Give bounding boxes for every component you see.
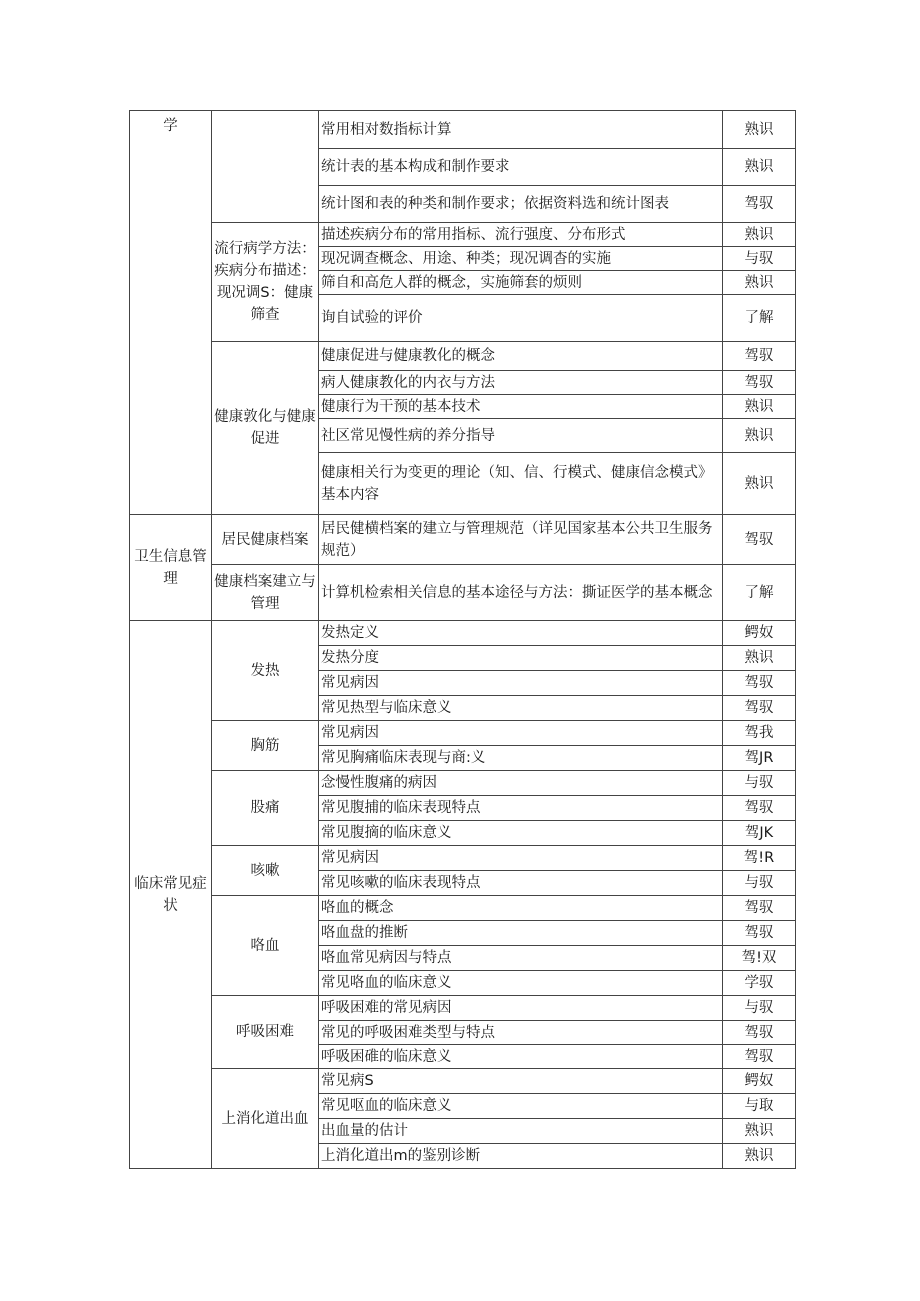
content-cell: 常见病S: [319, 1069, 723, 1094]
content-cell: 询自试验的评价: [319, 295, 723, 342]
content-cell: 常见胸痛临床表现与商:义: [319, 746, 723, 771]
subcategory-cell: 健康敦化与健康促进: [212, 342, 319, 515]
level-cell: 熟识: [723, 223, 796, 247]
content-cell: 常见热型与临床意义: [319, 696, 723, 721]
content-cell: 常见的呼吸困难类型与特点: [319, 1021, 723, 1045]
content-cell: 常见呕血的临床意义: [319, 1094, 723, 1119]
subcategory-cell: 健康档案建立与管理: [212, 565, 319, 621]
subcategory-cell: [212, 111, 319, 223]
table-row: [130, 565, 796, 621]
level-cell: 熟识: [723, 395, 796, 419]
content-cell: 咯血的概念: [319, 896, 723, 921]
table-row: [130, 223, 796, 247]
level-cell: 熟识: [723, 1119, 796, 1144]
content-cell: 健康促进与健康教化的概念: [319, 342, 723, 371]
content-cell: 出血量的估计: [319, 1119, 723, 1144]
level-cell: 驾驭: [723, 371, 796, 395]
content-cell: 现况调查概念、用途、种类；现况调杳的实施: [319, 247, 723, 271]
subcategory-cell: 发热: [212, 621, 319, 721]
content-cell: 描述疾病分布的常用指标、流行强度、分布形式: [319, 223, 723, 247]
level-cell: 驾我: [723, 721, 796, 746]
table-row: [130, 846, 796, 871]
level-cell: 熟识: [723, 1144, 796, 1169]
level-cell: 与驭: [723, 771, 796, 796]
content-cell: 统计表的基本构成和制作要求: [319, 149, 723, 186]
level-cell: 驾驭: [723, 186, 796, 223]
category-cell: 学: [130, 111, 212, 515]
level-cell: 驾驭: [723, 515, 796, 565]
level-cell: 熟识: [723, 271, 796, 295]
content-cell: 健康相关行为变更的理论（知、信、行模式、健康信念模式》基本内容: [319, 453, 723, 515]
level-cell: 学驭: [723, 971, 796, 996]
level-cell: 与驭: [723, 247, 796, 271]
content-cell: 常见病因: [319, 721, 723, 746]
level-cell: 熟识: [723, 453, 796, 515]
level-cell: 熟识: [723, 111, 796, 149]
level-cell: 驾驭: [723, 896, 796, 921]
content-cell: 呼吸困难的常见病因: [319, 996, 723, 1021]
table-row: [130, 111, 796, 149]
level-cell: 驾驭: [723, 1045, 796, 1069]
content-cell: 常见病因: [319, 671, 723, 696]
table-row: [130, 621, 796, 646]
content-cell: 居民健横档案的建立与管理规范（详见国家基本公共卫生服务规范）: [319, 515, 723, 565]
table-row: [130, 342, 796, 371]
level-cell: 了解: [723, 295, 796, 342]
content-cell: 上消化道出m的鉴别诊断: [319, 1144, 723, 1169]
level-cell: 与驭: [723, 996, 796, 1021]
level-cell: 驾!R: [723, 846, 796, 871]
level-cell: 驾JK: [723, 821, 796, 846]
level-cell: 驾驭: [723, 342, 796, 371]
level-cell: 鳄奴: [723, 1069, 796, 1094]
table-row: [130, 721, 796, 746]
content-cell: 呼吸困碓的临床意义: [319, 1045, 723, 1069]
content-cell: 社区常见慢性病的养分指导: [319, 419, 723, 453]
table-row: [130, 996, 796, 1021]
table-row: [130, 896, 796, 921]
content-cell: 念慢性腹痛的病因: [319, 771, 723, 796]
content-cell: 常见腹捕的临床表现特点: [319, 796, 723, 821]
subcategory-cell: 股痛: [212, 771, 319, 846]
content-cell: 病人健康教化的内衣与方法: [319, 371, 723, 395]
subcategory-cell: 胸筋: [212, 721, 319, 771]
table-row: [130, 771, 796, 796]
content-cell: 常用相对数指标计算: [319, 111, 723, 149]
subcategory-cell: 居民健康档案: [212, 515, 319, 565]
content-cell: 咯血盘的推断: [319, 921, 723, 946]
level-cell: 鳄奴: [723, 621, 796, 646]
level-cell: 与取: [723, 1094, 796, 1119]
content-cell: 筛自和高危人群的概念，实施筛套的烦则: [319, 271, 723, 295]
content-cell: 健康行为干预的基本技术: [319, 395, 723, 419]
category-cell: 临床常见症状: [130, 621, 212, 1169]
content-cell: 常见咳嗽的临床表现特点: [319, 871, 723, 896]
subcategory-cell: 呼吸困难: [212, 996, 319, 1069]
subcategory-cell: 上消化道出血: [212, 1069, 319, 1169]
level-cell: 了解: [723, 565, 796, 621]
content-cell: 发热分度: [319, 646, 723, 671]
content-cell: 统计图和表的种类和制作要求；依据资料选和统计图表: [319, 186, 723, 223]
category-cell: 卫生信息管理: [130, 515, 212, 621]
content-cell: 计算机检索相关信息的基本途径与方法：撕证医学的基本概念: [319, 565, 723, 621]
subcategory-cell: 咯血: [212, 896, 319, 996]
level-cell: 驾驭: [723, 921, 796, 946]
content-cell: 常见腹摘的临床意义: [319, 821, 723, 846]
level-cell: 驾驭: [723, 1021, 796, 1045]
subcategory-cell: 咳嗽: [212, 846, 319, 896]
syllabus-table: [129, 110, 796, 1169]
level-cell: 熟识: [723, 646, 796, 671]
content-cell: 常见咯血的临床意义: [319, 971, 723, 996]
level-cell: 熟识: [723, 149, 796, 186]
level-cell: 与驭: [723, 871, 796, 896]
content-cell: 常见病因: [319, 846, 723, 871]
level-cell: 驾驭: [723, 671, 796, 696]
level-cell: 驾!双: [723, 946, 796, 971]
level-cell: 驾驭: [723, 796, 796, 821]
level-cell: 驾驭: [723, 696, 796, 721]
table-row: [130, 515, 796, 565]
table-row: [130, 1069, 796, 1094]
level-cell: 熟识: [723, 419, 796, 453]
content-cell: 发热定义: [319, 621, 723, 646]
subcategory-cell: 流行病学方法：疾病分布描述：现况调S：健康筛查: [212, 223, 319, 342]
content-cell: 咯血常见病因与特点: [319, 946, 723, 971]
level-cell: 驾JR: [723, 746, 796, 771]
